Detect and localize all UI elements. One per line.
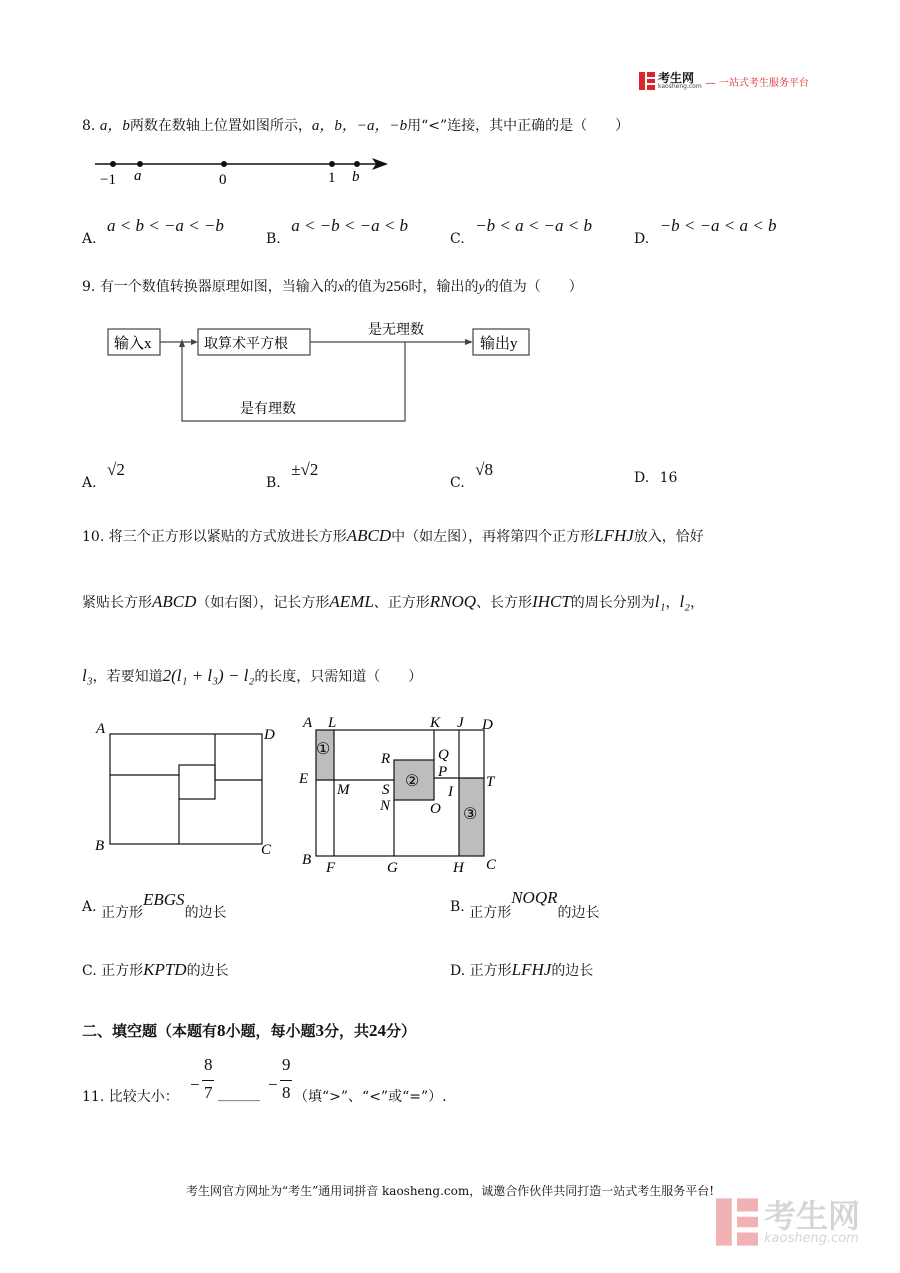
q10-line2: 紧贴长方形ABCD（如右图），记长方形AEML、正方形RNOQ、长方形IHCT的周长分别为l₁，l₂， <box>82 592 705 611</box>
right-label-N: N <box>380 798 391 814</box>
header-slogan: — 一站式考生服务平台 <box>705 77 809 89</box>
arrow-right-icon <box>465 339 473 345</box>
q8-stem <box>82 114 629 135</box>
kaosheng-logo-icon <box>639 72 655 90</box>
right-label-I: I <box>448 784 453 800</box>
right-label-C: C <box>486 857 497 873</box>
circle-label-1: ① <box>316 741 331 758</box>
right-label-F: F <box>326 860 336 876</box>
q8-option-d[interactable]: D. −b < −a < a < b <box>634 216 777 247</box>
right-label-D: D <box>482 717 493 733</box>
tick-point <box>137 161 143 167</box>
circle-label-2: ② <box>405 773 420 790</box>
axis-label-0: 0 <box>219 172 227 188</box>
q10-right-figure <box>296 710 516 880</box>
right-label-S: S <box>382 782 390 798</box>
q9-flowchart <box>100 315 540 430</box>
q9-option-d[interactable]: D. 16 <box>634 470 678 486</box>
arrow-up-icon <box>179 339 185 347</box>
axis-label-neg1: −1 <box>100 172 116 188</box>
left-label-D: D <box>264 727 275 743</box>
q8-text: 两数在数轴上位置如图所示， <box>129 118 312 134</box>
circle-label-3: ③ <box>463 806 478 823</box>
axis-label-1: 1 <box>328 170 336 186</box>
right-label-A: A <box>303 715 313 731</box>
flow-output-label: 输出y <box>480 336 518 352</box>
flow-process-label: 取算术平方根 <box>204 337 288 352</box>
tick-point <box>329 161 335 167</box>
right-label-J: J <box>457 715 464 731</box>
q8-option-a[interactable]: A. a < b < −a < −b <box>82 216 224 247</box>
footer-text: 考生网官方网址为“考生”通用词拼音 kaosheng.com，诚邀合作伙伴共同打造一站式考生服务平台! <box>185 1184 715 1198</box>
q8-number: 8. <box>82 118 96 134</box>
tick-point <box>221 161 227 167</box>
q8-vars-ab: a，b <box>99 118 130 134</box>
q8-number-line <box>90 150 400 190</box>
right-label-M: M <box>337 782 350 798</box>
arrow-right-icon <box>191 339 198 345</box>
q8-option-c[interactable]: C. −b < a < −a < b <box>450 216 592 247</box>
right-label-K: K <box>430 715 441 731</box>
q10-option-a[interactable]: A. 正方形EBGS的边长 <box>82 890 227 921</box>
right-label-L: L <box>328 715 337 731</box>
q8-question: 用“<”连接，其中正确的是（ ） <box>407 118 630 134</box>
header-brand-sub: kaosheng.com <box>658 83 702 90</box>
q11-instruction: （填“>”、“<”或“=”）. <box>294 1089 447 1105</box>
q9-option-c[interactable]: C. √8 <box>450 460 493 491</box>
flow-rational-label: 是有理数 <box>240 402 296 417</box>
right-label-E: E <box>299 771 309 787</box>
q8-vars: a，b，−a，−b <box>311 118 408 134</box>
tick-point <box>354 161 360 167</box>
q11-stem: 11. 比较大小： <box>82 1089 179 1105</box>
watermark-sub: kaosheng.com <box>764 1230 859 1246</box>
q10-left-figure <box>90 715 290 865</box>
right-label-B: B <box>302 852 312 868</box>
left-label-B: B <box>95 838 105 854</box>
q8-option-b[interactable]: B. a < −b < −a < b <box>266 216 409 247</box>
left-label-A: A <box>96 721 106 737</box>
right-label-T: T <box>486 774 495 790</box>
watermark <box>716 1198 860 1246</box>
q9-option-b[interactable]: B. ±√2 <box>266 460 319 491</box>
left-label-C: C <box>261 842 272 858</box>
q9-option-a[interactable]: A. √2 <box>82 460 125 491</box>
right-label-G: G <box>387 860 398 876</box>
q10-line1: 10. 将三个正方形以紧贴的方式放进长方形ABCD中（如左图），再将第四个正方形LFHJ放入，恰好 <box>82 526 704 545</box>
right-label-Q: Q <box>438 747 449 763</box>
watermark-brand: 考生网 <box>764 1196 861 1235</box>
flow-irrational-label: 是无理数 <box>368 323 424 338</box>
axis-label-a: a <box>134 168 142 184</box>
right-label-O: O <box>430 801 441 817</box>
header-logo <box>639 72 809 90</box>
section2-title: 二、填空题（本题有8小题，每小题3分，共24分） <box>82 1021 417 1040</box>
header-brand: 考生网 <box>658 71 695 85</box>
q10-option-b[interactable]: B. 正方形NOQR的边长 <box>450 888 600 921</box>
flow-input-label: 输入x <box>114 336 152 352</box>
q11-blank[interactable]: ______ <box>218 1086 260 1102</box>
right-label-P: P <box>438 764 448 780</box>
q9-stem: 9. 有一个数值转换器原理如图，当输入的x的值为256时，输出的y的值为（ ） <box>82 279 583 295</box>
q10-option-c[interactable]: C. 正方形KPTD的边长 <box>82 960 229 979</box>
right-label-R: R <box>381 751 391 767</box>
axis-label-b: b <box>352 169 360 185</box>
right-label-H: H <box>453 860 464 876</box>
kaosheng-watermark-icon <box>716 1198 758 1246</box>
q10-line3: l₃，若要知道2(l₁ + l₃) − l₂的长度，只需知道（ ） <box>82 666 423 685</box>
q10-option-d[interactable]: D. 正方形LFHJ的边长 <box>450 960 594 979</box>
tick-point <box>110 161 116 167</box>
